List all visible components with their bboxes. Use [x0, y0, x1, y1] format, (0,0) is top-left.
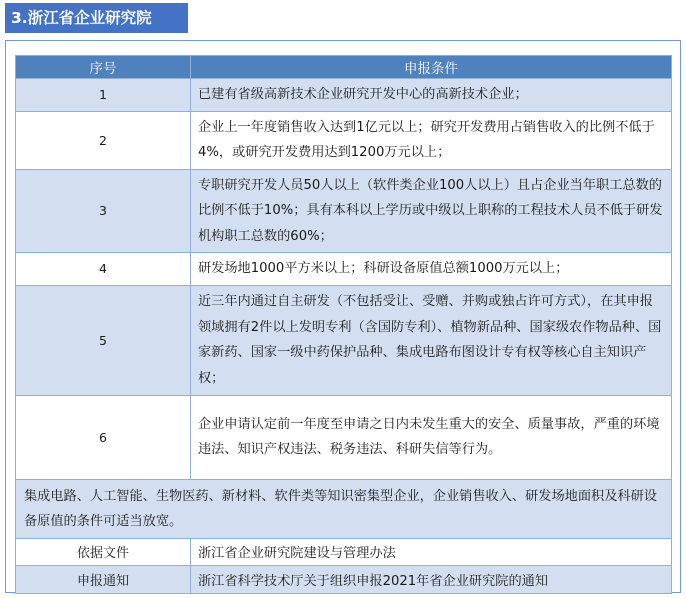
table-row: [16, 169, 672, 253]
relaxation-note: 集成电路、人工智能、生物医药、新材料、软件类等知识密集型企业，企业销售收入、研发场地面积及科研设备原值的条件可适当放宽。: [16, 479, 672, 538]
requirements-table: [15, 55, 672, 594]
row-condition: 已建有省级高新技术企业研究开发中心的高新技术企业；: [191, 79, 672, 112]
notice-label: 申报通知: [16, 565, 191, 593]
basis-value: 浙江省企业研究院建设与管理办法: [191, 538, 672, 565]
header-conditions: 申报条件: [191, 56, 672, 79]
section-title: 3.浙江省企业研究院: [5, 3, 188, 33]
table-row: [16, 79, 672, 112]
row-number: 4: [16, 253, 191, 286]
table-row: [16, 111, 672, 169]
row-condition: 企业上一年度销售收入达到1亿元以上；研究开发费用占销售收入的比例不低于4%，或研究开发费用达到1200万元以上；: [191, 111, 672, 169]
row-number: 5: [16, 285, 191, 395]
table-header-row: [16, 56, 672, 79]
row-condition: 研发场地1000平方米以上；科研设备原值总额1000万元以上；: [191, 253, 672, 286]
header-index: 序号: [16, 56, 191, 79]
note-row: [16, 479, 672, 538]
row-number: 1: [16, 79, 191, 112]
table-row: [16, 395, 672, 479]
basis-label: 依据文件: [16, 538, 191, 565]
row-condition: 近三年内通过自主研发（不包括受让、受赠、并购或独占许可方式），在其申报领域拥有2件以上发明专利（含国防专利）、植物新品种、国家级农作物品种、国家新药、国家一级中药保护品种、集成电路布图设计专有权等核心自主知识产权；: [191, 285, 672, 395]
table-row: [16, 253, 672, 286]
row-condition: 专职研究开发人员50人以上（软件类企业100人以上）且占企业当年职工总数的比例不低于10%；具有本科以上学历或中级以上职称的工程技术人员不低于研发机构职工总数的60%；: [191, 169, 672, 253]
notice-row: [16, 565, 672, 593]
notice-value: 浙江省科学技术厅关于组织申报2021年省企业研究院的通知: [191, 565, 672, 593]
row-number: 6: [16, 395, 191, 479]
basis-row: [16, 538, 672, 565]
row-number: 2: [16, 111, 191, 169]
row-number: 3: [16, 169, 191, 253]
row-condition: 企业申请认定前一年度至申请之日内未发生重大的安全、质量事故，严重的环境违法、知识产权违法、税务违法、科研失信等行为。: [191, 395, 672, 479]
table-row: [16, 285, 672, 395]
